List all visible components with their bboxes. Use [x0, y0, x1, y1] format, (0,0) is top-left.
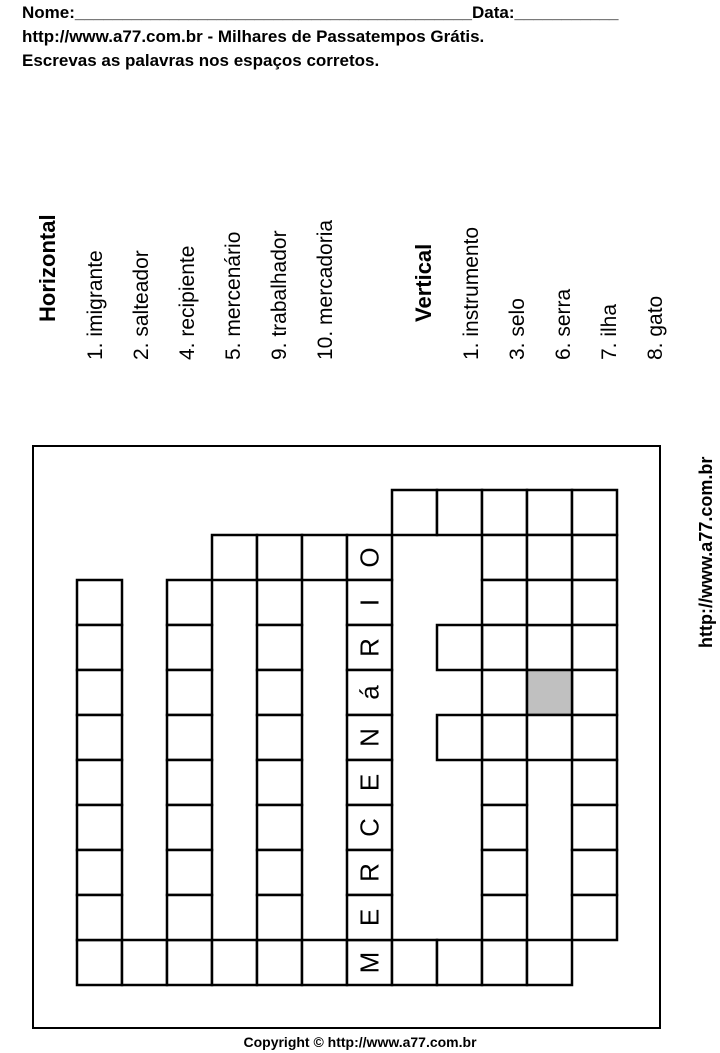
grid-cell[interactable] [527, 535, 572, 580]
grid-cell[interactable] [527, 940, 572, 985]
grid-cell[interactable] [392, 940, 437, 985]
grid-letter: R [354, 863, 385, 882]
clue-vertical-1: 1. instrumento [460, 226, 483, 360]
grid-cell[interactable] [77, 715, 122, 760]
grid-cell[interactable] [77, 625, 122, 670]
grid-cell[interactable] [482, 625, 527, 670]
grid-cell[interactable] [572, 715, 617, 760]
grid-cell[interactable] [482, 940, 527, 985]
grid-letter: N [354, 728, 385, 747]
grid-cell[interactable] [167, 625, 212, 670]
grid-cell[interactable] [257, 760, 302, 805]
grid-cell[interactable] [77, 895, 122, 940]
grid-cell[interactable] [167, 850, 212, 895]
clue-vertical-6: 6. serra [552, 288, 575, 360]
grid-cell[interactable] [167, 895, 212, 940]
clue-horizontal-1: 1. imigrante [84, 250, 107, 360]
grid-cell[interactable] [302, 940, 347, 985]
name-label: Nome: [22, 3, 75, 22]
grid-letter: E [354, 773, 385, 792]
clue-vertical-3: 3. selo [506, 298, 529, 360]
grid-letter: R [354, 638, 385, 657]
grid-cell[interactable] [572, 625, 617, 670]
grid-cell[interactable] [212, 940, 257, 985]
grid-letter: O [354, 547, 385, 568]
clue-vertical-8: 8. gato [644, 295, 667, 360]
grid-cell[interactable] [572, 670, 617, 715]
grid-cell[interactable] [257, 940, 302, 985]
instruction-line: Escrevas as palavras nos espaços corretos. [22, 51, 380, 70]
grid-letter: M [354, 951, 385, 974]
grid-cell[interactable] [482, 535, 527, 580]
grid-cell[interactable] [257, 670, 302, 715]
grid-cell[interactable] [167, 670, 212, 715]
grid-cell[interactable] [527, 715, 572, 760]
clue-horizontal-9: 9. trabalhador [268, 230, 291, 360]
grid-cell[interactable] [257, 535, 302, 580]
grid-cell[interactable] [482, 580, 527, 625]
grid-cell[interactable] [572, 580, 617, 625]
grid-cell[interactable] [257, 850, 302, 895]
grid-cell[interactable] [437, 490, 482, 535]
grid-cell[interactable] [257, 895, 302, 940]
grid-cell[interactable] [482, 760, 527, 805]
grid-cell[interactable] [482, 715, 527, 760]
clue-vertical-7: 7. ilha [598, 303, 621, 360]
grid-cell[interactable] [482, 895, 527, 940]
grid-cell[interactable] [212, 535, 257, 580]
grid-cell[interactable] [77, 805, 122, 850]
grid-cell[interactable] [77, 940, 122, 985]
grid-cell[interactable] [572, 535, 617, 580]
date-blank[interactable]: ___________ [514, 3, 619, 22]
grid-cell[interactable] [77, 850, 122, 895]
grid-cell[interactable] [437, 940, 482, 985]
grid-cell[interactable] [167, 940, 212, 985]
grid-letter: C [354, 818, 385, 837]
grid-cell[interactable] [392, 490, 437, 535]
grid-cell[interactable] [482, 850, 527, 895]
name-blank[interactable]: __________________________________________ [74, 3, 472, 22]
grid-cell[interactable] [167, 580, 212, 625]
grid-letter: E [354, 908, 385, 927]
grid-cell[interactable] [257, 715, 302, 760]
vertical-title: Vertical [411, 243, 436, 322]
grid-cell[interactable] [257, 805, 302, 850]
grid-cell[interactable] [437, 715, 482, 760]
grid-cell[interactable] [257, 625, 302, 670]
grid-letter: I [354, 598, 385, 607]
grid-cell[interactable] [257, 580, 302, 625]
grid-cell[interactable] [527, 580, 572, 625]
grid-cell[interactable] [527, 490, 572, 535]
side-url: http://www.a77.com.br [696, 456, 716, 648]
date-label: Data: [472, 3, 515, 22]
clue-horizontal-10: 10. mercadoria [314, 219, 337, 360]
grid-cell[interactable] [572, 805, 617, 850]
grid-cell[interactable] [302, 535, 347, 580]
copyright: Copyright © http://www.a77.com.br [243, 1034, 477, 1050]
grid-cell[interactable] [77, 580, 122, 625]
grid-cell[interactable] [572, 850, 617, 895]
grid-cell[interactable] [572, 760, 617, 805]
grid-cell[interactable] [572, 490, 617, 535]
site-line: http://www.a77.com.br - Milhares de Passatempos Grátis. [22, 27, 485, 46]
grid-cell[interactable] [167, 805, 212, 850]
grid-cell-shaded [527, 670, 572, 715]
grid-letter: á [354, 685, 385, 700]
clue-horizontal-2: 2. salteador [130, 250, 153, 360]
grid-cell[interactable] [77, 760, 122, 805]
grid-cell[interactable] [482, 670, 527, 715]
grid-cell[interactable] [122, 940, 167, 985]
grid-cell[interactable] [482, 490, 527, 535]
grid-cell[interactable] [77, 670, 122, 715]
grid-cell[interactable] [437, 625, 482, 670]
grid-cell[interactable] [527, 625, 572, 670]
grid-cell[interactable] [167, 715, 212, 760]
clue-horizontal-4: 4. recipiente [176, 245, 199, 360]
grid-cell[interactable] [167, 760, 212, 805]
grid-cell[interactable] [482, 805, 527, 850]
clue-horizontal-5: 5. mercenário [222, 231, 245, 360]
horizontal-title: Horizontal [35, 214, 60, 322]
grid-cell[interactable] [572, 895, 617, 940]
